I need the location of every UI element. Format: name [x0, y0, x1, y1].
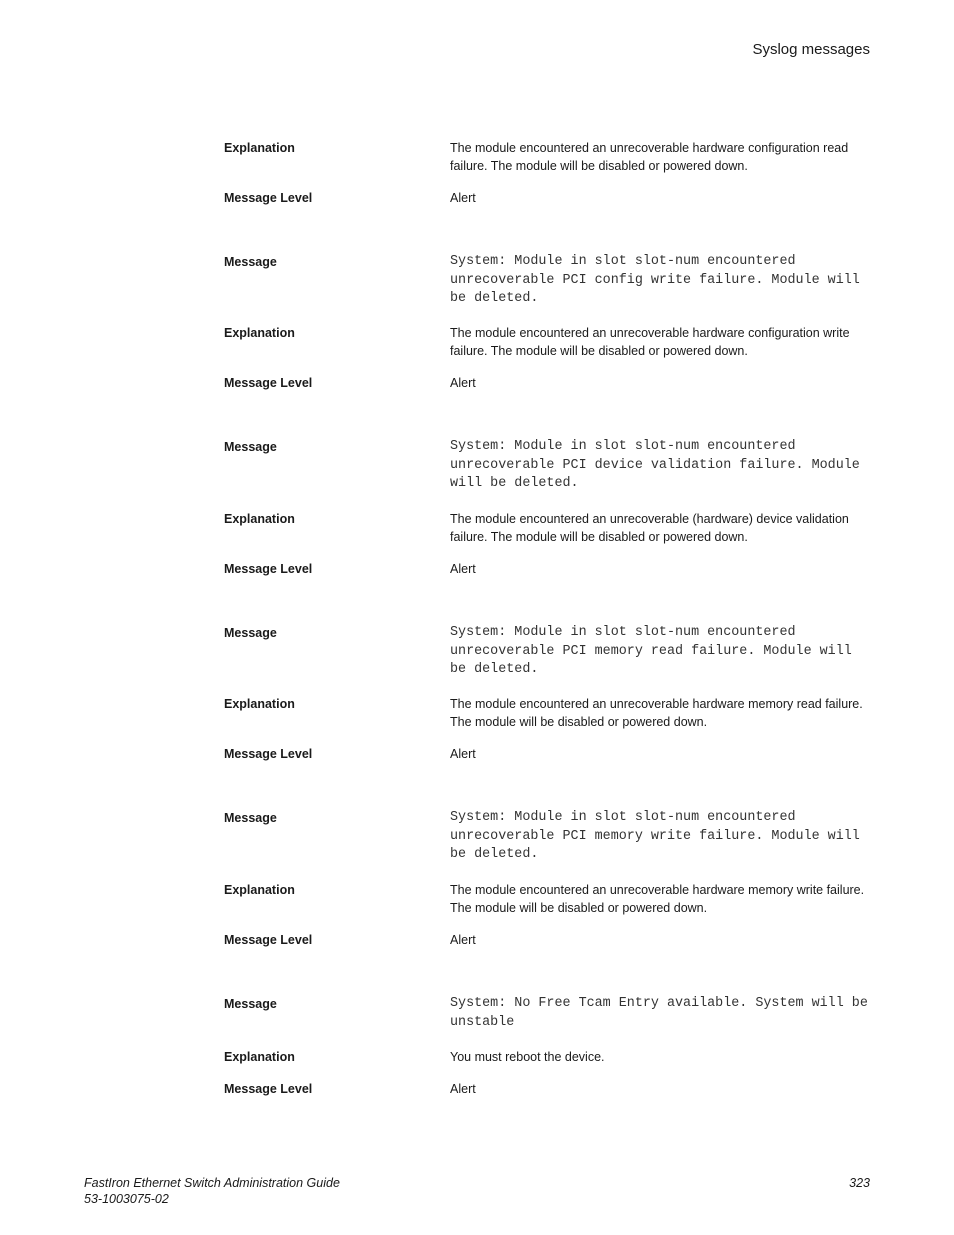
- message-level-label: Message Level: [224, 1082, 313, 1096]
- message-text: System: No Free Tcam Entry available. System will be unstable: [450, 996, 868, 1030]
- message-level-value: Alert: [450, 933, 476, 947]
- explanation-label: Explanation: [224, 512, 295, 526]
- message-level-label: Message Level: [224, 191, 313, 205]
- message-text: System: Module in slot slot-num encountered unrecoverable PCI memory write failure. Module will be deleted.: [450, 810, 860, 863]
- message-level-label: Message Level: [224, 933, 313, 947]
- message-text: System: Module in slot slot-num encountered unrecoverable PCI config write failure. Module will be deleted.: [450, 254, 860, 307]
- explanation-text: The module encountered an unrecoverable (hardware) device validation failure. The module will be disabled or powered down.: [450, 512, 849, 544]
- message-level-label: Message Level: [224, 562, 313, 576]
- message-label: Message: [224, 626, 277, 640]
- message-label: Message: [224, 255, 277, 269]
- message-level-label: Message Level: [224, 747, 313, 761]
- message-label: Message: [224, 997, 277, 1011]
- message-level-value: Alert: [450, 562, 476, 576]
- page-number: 323: [849, 1176, 870, 1190]
- message-label: Message: [224, 440, 277, 454]
- footer-guide-title: FastIron Ethernet Switch Administration Guide: [84, 1176, 340, 1190]
- message-label: Message: [224, 811, 277, 825]
- footer-doc-number: 53-1003075-02: [84, 1192, 169, 1206]
- message-level-value: Alert: [450, 1082, 476, 1096]
- running-header: Syslog messages: [752, 41, 870, 58]
- explanation-text: You must reboot the device.: [450, 1050, 605, 1064]
- message-level-value: Alert: [450, 747, 476, 761]
- explanation-text: The module encountered an unrecoverable hardware memory read failure. The module will be disabled or powered down.: [450, 697, 863, 729]
- explanation-label: Explanation: [224, 141, 295, 155]
- explanation-text: The module encountered an unrecoverable hardware configuration read failure. The module will be disabled or powered down.: [450, 141, 849, 173]
- message-level-value: Alert: [450, 191, 476, 205]
- footer-document-info: [84, 1175, 340, 1207]
- message-level-value: Alert: [450, 376, 476, 390]
- explanation-label: Explanation: [224, 883, 295, 897]
- message-level-label: Message Level: [224, 376, 313, 390]
- explanation-text: The module encountered an unrecoverable hardware configuration write failure. The module will be disabled or powered down.: [450, 326, 850, 358]
- explanation-label: Explanation: [224, 326, 295, 340]
- message-text: System: Module in slot slot-num encountered unrecoverable PCI device validation failure. Module will be deleted.: [450, 439, 860, 492]
- explanation-label: Explanation: [224, 697, 295, 711]
- explanation-label: Explanation: [224, 1050, 295, 1064]
- explanation-text: The module encountered an unrecoverable hardware memory write failure. The module will be disabled or powered down.: [450, 883, 865, 915]
- message-text: System: Module in slot slot-num encountered unrecoverable PCI memory read failure. Module will be deleted.: [450, 625, 852, 678]
